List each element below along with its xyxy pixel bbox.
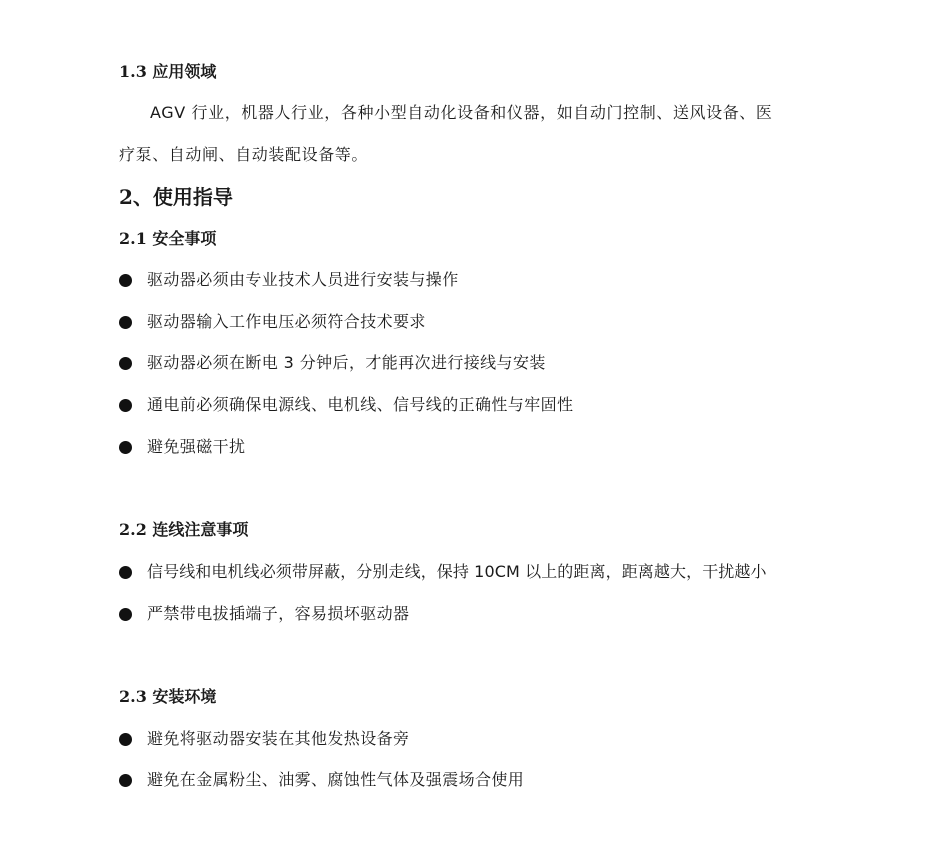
list-item: [119, 729, 409, 749]
bullet-icon: [119, 316, 132, 329]
section-heading-2-1: 2.1 安全事项: [119, 229, 217, 248]
list-item: [119, 395, 573, 415]
bullet-icon: [119, 441, 132, 454]
bullet-icon: [119, 608, 132, 621]
list-item-text: 信号线和电机线必须带屏蔽，分别走线，保持 10CM 以上的距离，距离越大，干扰越小: [147, 562, 767, 581]
list-item-text: 驱动器输入工作电压必须符合技术要求: [147, 312, 426, 331]
list-item-text: 避免在金属粉尘、油雾、腐蚀性气体及强震场合使用: [147, 770, 525, 789]
list-item-text: 驱动器必须在断电 3 分钟后，才能再次进行接线与安装: [147, 353, 546, 372]
section-heading-2: 2、使用指导: [119, 185, 233, 209]
bullet-icon: [119, 566, 132, 579]
list-item: [119, 604, 409, 624]
section-heading-2-3: 2.3 安装环境: [119, 687, 217, 706]
list-item-text: 避免强磁干扰: [147, 437, 246, 456]
bullet-icon: [119, 774, 132, 787]
paragraph-line: AGV 行业，机器人行业，各种小型自动化设备和仪器，如自动门控制、送风设备、医: [150, 103, 773, 122]
list-item: [119, 312, 426, 332]
bullet-icon: [119, 733, 132, 746]
paragraph-line: 疗泵、自动闸、自动装配设备等。: [119, 145, 369, 164]
list-item: [119, 353, 546, 373]
list-item-text: 通电前必须确保电源线、电机线、信号线的正确性与牢固性: [147, 395, 574, 414]
section-heading-2-2: 2.2 连线注意事项: [119, 520, 249, 539]
list-item-text: 避免将驱动器安装在其他发热设备旁: [147, 729, 410, 748]
list-item: [119, 562, 767, 582]
list-item: [119, 770, 524, 790]
bullet-icon: [119, 274, 132, 287]
list-item-text: 驱动器必须由专业技术人员进行安装与操作: [147, 270, 459, 289]
list-item: [119, 270, 459, 290]
bullet-icon: [119, 399, 132, 412]
list-item: [119, 437, 245, 457]
bullet-icon: [119, 357, 132, 370]
list-item-text: 严禁带电拔插端子，容易损坏驱动器: [147, 604, 410, 623]
section-heading-1-3: 1.3 应用领域: [119, 62, 217, 81]
